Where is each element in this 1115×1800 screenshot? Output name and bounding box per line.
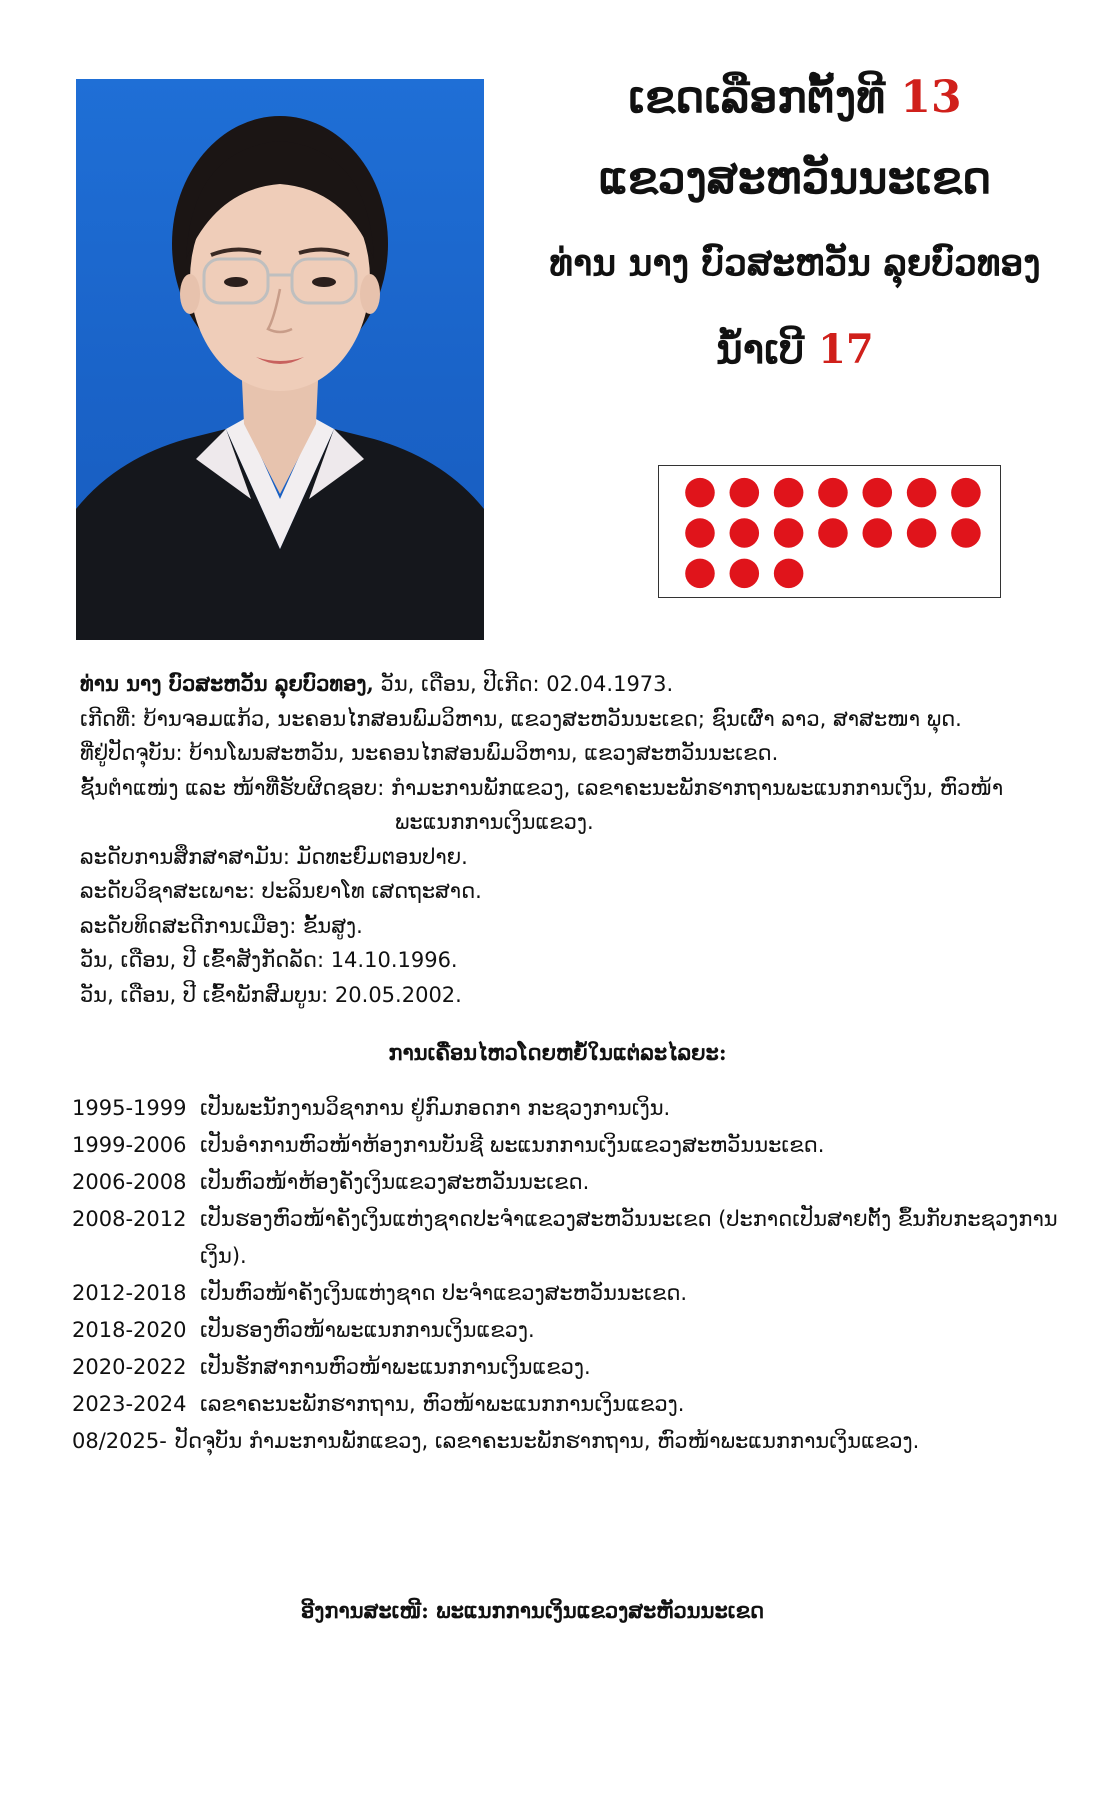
career-item <box>72 1090 1072 1127</box>
career-years: 1995-1999 <box>72 1096 187 1120</box>
career-item <box>72 1386 1072 1423</box>
career-text: ເລຂາຄະນະພັກຮາກຖານ, ຫົວໜ້າພະແນກການເງິນແຂວງ. <box>200 1392 685 1416</box>
career-text: ເປັນຮັກສາການຫົວໜ້າພະແນກການເງິນແຂວງ. <box>200 1355 591 1379</box>
bio-residence: ທີ່ຢູ່ປັດຈຸບັນ: ບ້ານໂພນສະຫວັນ, ນະຄອນໄກສອນພົມວິຫານ, ແຂວງສະຫວັນນະເຂດ. <box>80 741 779 765</box>
constituency-title: ເຂດເລືອກຕັ້ງທີ 13 <box>628 72 962 123</box>
ballot-dot <box>818 478 848 508</box>
career-list <box>72 1090 1072 1460</box>
ballot-dot <box>730 478 760 508</box>
career-years: 2008-2012 <box>72 1207 187 1231</box>
career-years: 2020-2022 <box>72 1355 187 1379</box>
ballot-dot <box>951 518 981 548</box>
ballot-dot <box>774 518 804 548</box>
ballot-dot <box>685 518 715 548</box>
bio-state-service: ວັນ, ເດືອນ, ປີ ເຂົ້າສັງກັດລັດ: 14.10.1996. <box>80 948 458 972</box>
candidate-name: ທ່ານ ນາງ ບົວສະຫວັນ ລຸຍບົວທອງ <box>549 242 1041 284</box>
ballot-dot <box>862 478 892 508</box>
ballot-dot <box>774 559 804 589</box>
career-text: ເປັນອຳການຫົວໜ້າຫ້ອງການບັນຊີ ພະແນກການເງິນແຂວງສະຫວັນນະເຂດ. <box>200 1133 825 1157</box>
bio-name-line <box>80 667 1060 702</box>
ballot-dot <box>862 518 892 548</box>
bio-birthplace: ເກີດທີ່: ບ້ານຈອມແກ້ວ, ນະຄອນໄກສອນພົມວິຫານ, ແຂວງສະຫວັນນະເຂດ; ຊົນເຜົ່າ ລາວ, ສາສະໜາ ພຸດ. <box>80 706 962 731</box>
biography <box>80 667 1060 1012</box>
ballot-dot <box>685 478 715 508</box>
career-item <box>72 1201 1072 1275</box>
career-text: ເປັນພະນັກງານວິຊາການ ຢູ່ກົມກອດກາ ກະຊວງການເງິນ. <box>200 1096 671 1120</box>
ballot-number: 17 <box>818 326 874 373</box>
career-item <box>72 1312 1072 1349</box>
career-text: ເປັນຮອງຫົວໜ້າຄັງເງິນແຫ່ງຊາດປະຈຳແຂວງສະຫວັນນະເຂດ (ປະກາດເປັນສາຍຕັ້ງ ຂຶ້ນກັບກະຊວງການເງິນ). <box>200 1207 1058 1268</box>
ballot-dot <box>774 478 804 508</box>
career-text: ເປັນຮອງຫົວໜ້າພະແນກການເງິນແຂວງ. <box>200 1318 535 1342</box>
ballot-dot <box>951 478 981 508</box>
bio-dob: ວັນ, ເດືອນ, ປີເກີດ: 02.04.1973. <box>373 672 674 696</box>
constituency-number: 13 <box>900 72 962 123</box>
ballot-dot <box>685 559 715 589</box>
bio-party: ວັນ, ເດືອນ, ປີ ເຂົ້າພັກສົມບູນ: 20.05.2002. <box>80 982 462 1007</box>
career-item <box>72 1127 1072 1164</box>
career-title: ການເຄື່ອນໄຫວໂດຍຫຍໍ້ໃນແຕ່ລະໄລຍະ: <box>388 1040 727 1065</box>
career-item <box>72 1275 1072 1312</box>
header <box>510 60 1080 373</box>
ballot-dot <box>818 518 848 548</box>
ballot-dot <box>730 518 760 548</box>
ballot-number-title: ນ້ຳເບີ 17 <box>716 326 874 373</box>
ballot-dot <box>730 559 760 589</box>
bio-education: ລະດັບການສຶກສາສາມັນ: ມັດທະຍົມຕອນປາຍ. <box>80 844 468 869</box>
candidate-photo <box>76 79 484 640</box>
career-text: ເປັນຫົວໜ້າຫ້ອງຄັງເງິນແຂວງສະຫວັນນະເຂດ. <box>200 1170 590 1194</box>
footer-source: ອີງການສະເໜີ: ພະແນກການເງິນແຂວງສະຫັວນນະເຂດ <box>300 1598 765 1623</box>
bio-position: ຊັ້ນຕຳແໜ່ງ ແລະ ໜ້າທີ່ຮັບຜິດຊອບ: ກຳມະການພັກແຂວງ, ເລຂາຄະນະພັກຮາກຖານພະແນກການເງິນ, ຫົວໜ້າ <box>80 775 1004 800</box>
bio-name: ທ່ານ ນາງ ບົວສະຫວັນ ລຸຍບົວທອງ, <box>80 671 374 696</box>
bio-political: ລະດັບທິດສະດີການເມືອງ: ຂັ້ນສູງ. <box>80 913 363 938</box>
ballot-dot <box>907 518 937 548</box>
career-years: 2023-2024 <box>72 1392 187 1416</box>
ballot-dots <box>659 466 1000 597</box>
career-text: ເປັນຫົວໜ້າຄັງເງິນແຫ່ງຊາດ ປະຈຳແຂວງສະຫວັນນະເຂດ. <box>200 1281 688 1305</box>
career-years: 1999-2006 <box>72 1133 187 1157</box>
ballot-dot <box>907 478 937 508</box>
bio-position-cont: ພະແນກການເງິນແຂວງ. <box>395 810 594 834</box>
career-years: 08/2025- <box>72 1429 167 1453</box>
career-item <box>72 1164 1072 1201</box>
ballot-dots-box <box>658 465 1001 598</box>
career-item <box>72 1349 1072 1386</box>
province-title: ແຂວງສະຫວັນນະເຂດ <box>598 153 992 204</box>
career-years: 2006-2008 <box>72 1170 187 1194</box>
career-text: ປັດຈຸບັນ ກຳມະການພັກແຂວງ, ເລຂາຄະນະພັກຮາກຖານ, ຫົວໜ້າພະແນກການເງິນແຂວງ. <box>174 1429 920 1453</box>
bio-specialty: ລະດັບວິຊາສະເພາະ: ປະລິນຍາໂທ ເສດຖະສາດ. <box>80 879 482 903</box>
career-years: 2012-2018 <box>72 1281 187 1305</box>
career-years: 2018-2020 <box>72 1318 187 1342</box>
career-item <box>72 1423 1072 1460</box>
